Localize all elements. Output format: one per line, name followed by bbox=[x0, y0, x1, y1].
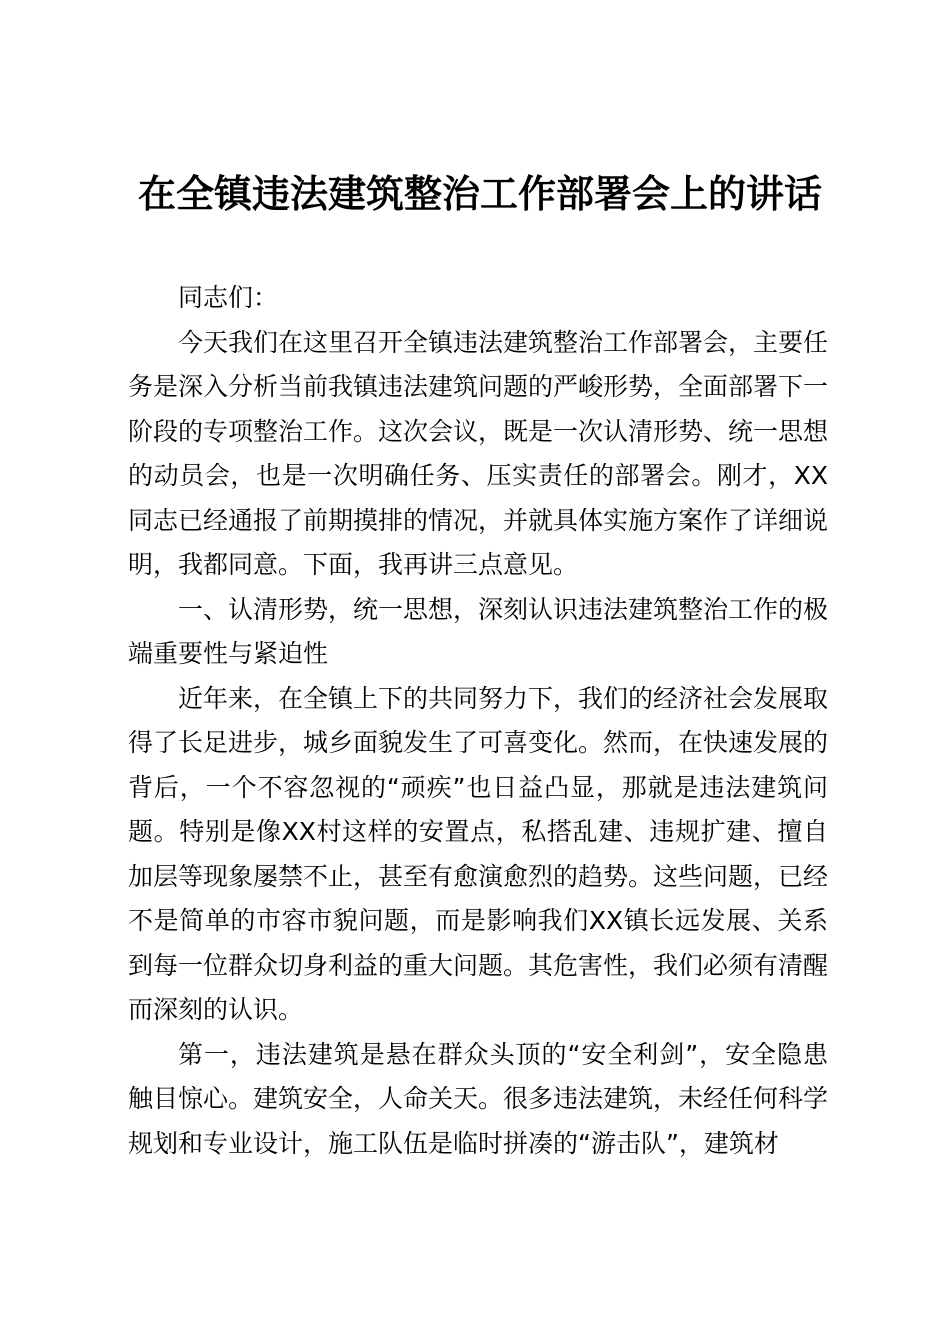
body-paragraph: 近年来，在全镇上下的共同努力下，我们的经济社会发展取得了长足进步，城乡面貌发生了可喜变化。然而，在快速发展的背后，一个不容忽视的“顽疾”也日益凸显，那就是违法建筑问题。特别是像XX村这样的安置点，私搭乱建、违规扩建、擅自加层等现象屡禁不止，甚至有愈演愈烈的趋势。这些问题，已经不是简单的市容市貌问题，而是影响我们XX镇长远发展、关系到每一位群众切身利益的重大问题。其危害性，我们必须有清醒而深刻的认识。 bbox=[128, 683, 829, 1024]
document-title: 在全镇违法建筑整治工作部署会上的讲话 bbox=[137, 171, 822, 216]
section-heading-1: 一、认清形势，统一思想，深刻认识违法建筑整治工作的极端重要性与紧迫性 bbox=[128, 594, 829, 668]
salutation: 同志们： bbox=[178, 283, 279, 312]
document-body bbox=[128, 276, 828, 1166]
intro-paragraph: 今天我们在这里召开全镇违法建筑整治工作部署会，主要任务是深入分析当前我镇违法建筑问题的严峻形势，全面部署下一阶段的专项整治工作。这次会议，既是一次认清形势、统一思想的动员会，也是一次明确任务、压实责任的部署会。刚才，XX同志已经通报了前期摸排的情况，并就具体实施方案作了详细说明，我都同意。下面，我再讲三点意见。 bbox=[128, 327, 829, 579]
body-paragraph: 第一，违法建筑是悬在群众头顶的“安全利剑”，安全隐患触目惊心。建筑安全，人命关天。很多违法建筑，未经任何科学规划和专业设计，施工队伍是临时拼凑的“游击队”，建筑材 bbox=[128, 1039, 829, 1158]
